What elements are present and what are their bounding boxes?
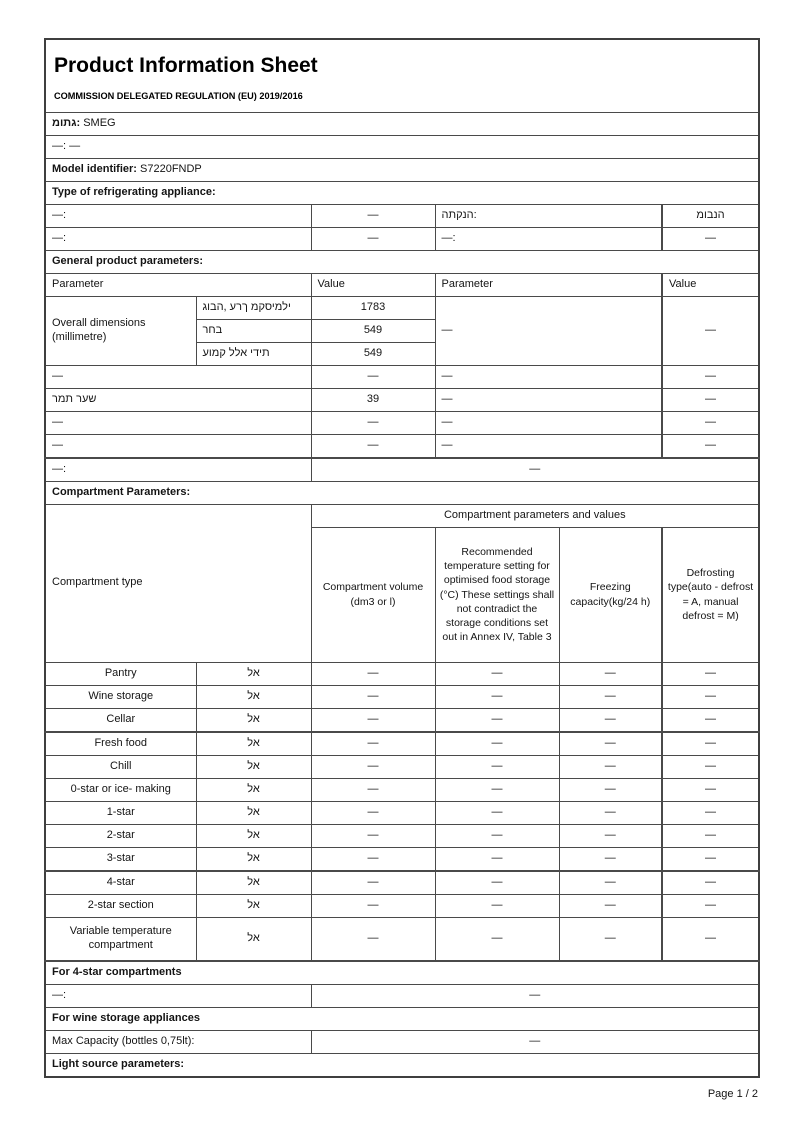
page-number: Page 1 / 2 <box>707 1087 758 1100</box>
present-cell: לא <box>196 917 311 961</box>
wine-section-row <box>45 1007 759 1030</box>
defrost-cell: — <box>662 685 759 708</box>
dimensions-label: Overall dimensions (millimetre) <box>45 296 196 365</box>
dimension-name-cell: עומק ללא ידית <box>196 342 311 365</box>
param-cell: — <box>435 434 662 458</box>
temp-cell: — <box>435 917 559 961</box>
volume-cell: — <box>311 801 435 824</box>
brand-value: SMEG <box>80 116 116 129</box>
volume-cell: — <box>311 847 435 871</box>
compartment-type-cell: 3-star <box>45 847 196 871</box>
type-section-title: Type of refrigerating appliance: <box>45 181 759 204</box>
type-row <box>45 204 759 227</box>
product-info-table <box>44 38 760 1078</box>
param-cell: — <box>45 434 311 458</box>
volume-cell: — <box>311 894 435 917</box>
defrost-cell: — <box>662 847 759 871</box>
column-header: Value <box>662 273 759 296</box>
type-section-row <box>45 181 759 204</box>
compartment-type-cell: Cellar <box>45 708 196 732</box>
temp-cell: — <box>435 755 559 778</box>
param-cell: — <box>435 296 662 365</box>
compartment-row <box>45 732 759 756</box>
volume-cell: — <box>311 778 435 801</box>
compartment-group-header-row <box>45 504 759 527</box>
general-row <box>45 411 759 434</box>
wine-section-title: For wine storage appliances <box>45 1007 759 1030</box>
present-cell: לא <box>196 824 311 847</box>
dimension-name-cell: גובה, ערך מקסימלי <box>196 296 311 319</box>
present-cell: לא <box>196 685 311 708</box>
defrost-cell: — <box>662 732 759 756</box>
volume-cell: — <box>311 871 435 895</box>
general-section-title: General product parameters: <box>45 250 759 273</box>
compartment-section-row <box>45 481 759 504</box>
brand-row <box>45 112 759 135</box>
light-section-title: Light source parameters: <box>45 1053 759 1077</box>
temp-cell: — <box>435 847 559 871</box>
defrost-cell: — <box>662 894 759 917</box>
compartment-row <box>45 824 759 847</box>
present-cell: לא <box>196 894 311 917</box>
column-header: Parameter <box>45 273 311 296</box>
column-header: Value <box>311 273 435 296</box>
dimension-value-cell: 549 <box>311 342 435 365</box>
value-cell: — <box>662 411 759 434</box>
temp-cell: — <box>435 662 559 685</box>
four-star-section-row <box>45 961 759 985</box>
volume-cell: — <box>311 755 435 778</box>
general-section-row <box>45 250 759 273</box>
four-star-section-title: For 4-star compartments <box>45 961 759 985</box>
temp-cell: — <box>435 801 559 824</box>
type-label-cell: —: <box>45 227 311 250</box>
dimension-value-cell: 549 <box>311 319 435 342</box>
value-cell: — <box>662 388 759 411</box>
defrost-cell: — <box>662 801 759 824</box>
value-cell: — <box>311 458 759 482</box>
value-cell: — <box>311 434 435 458</box>
wine-row <box>45 1030 759 1053</box>
param-cell: — <box>45 411 311 434</box>
freezing-cell: — <box>559 871 662 895</box>
compartment-type-cell: 1-star <box>45 801 196 824</box>
temp-cell: — <box>435 894 559 917</box>
freezing-cell: — <box>559 662 662 685</box>
general-row <box>45 365 759 388</box>
general-row <box>45 434 759 458</box>
compartment-row <box>45 662 759 685</box>
temp-cell: — <box>435 778 559 801</box>
column-header-temperature: Recommended temperature setting for optimised food storage (°C) These settings shall not contradict the storage conditions set out in Annex IV, Table 3 <box>435 527 559 662</box>
general-row <box>45 388 759 411</box>
defrost-cell: — <box>662 917 759 961</box>
freezing-cell: — <box>559 917 662 961</box>
volume-cell: — <box>311 708 435 732</box>
param-cell: — <box>435 365 662 388</box>
type-label-cell: —: <box>45 204 311 227</box>
compartment-row <box>45 778 759 801</box>
param-cell: רמת רעש <box>45 388 311 411</box>
general-summary-row <box>45 458 759 482</box>
value-cell: — <box>662 296 759 365</box>
value-cell: — <box>662 365 759 388</box>
defrost-cell: — <box>662 755 759 778</box>
temp-cell: — <box>435 732 559 756</box>
column-header-defrosting: Defrosting type(auto - defrost = A, manual defrost = M) <box>662 527 759 662</box>
compartment-type-cell: Chill <box>45 755 196 778</box>
temp-cell: — <box>435 685 559 708</box>
defrost-cell: — <box>662 778 759 801</box>
compartment-row <box>45 847 759 871</box>
freezing-cell: — <box>559 894 662 917</box>
type-value-cell: — <box>311 227 435 250</box>
present-cell: לא <box>196 755 311 778</box>
volume-cell: — <box>311 824 435 847</box>
compartment-row <box>45 801 759 824</box>
type-value-cell: — <box>311 204 435 227</box>
value-cell: — <box>311 365 435 388</box>
param-cell: — <box>45 365 311 388</box>
general-header-row <box>45 273 759 296</box>
temp-cell: — <box>435 871 559 895</box>
present-cell: לא <box>196 778 311 801</box>
compartment-type-cell: 2-star <box>45 824 196 847</box>
model-row <box>45 158 759 181</box>
present-cell: לא <box>196 801 311 824</box>
value-cell: — <box>311 1030 759 1053</box>
freezing-cell: — <box>559 778 662 801</box>
model-label: Model identifier: <box>52 162 137 175</box>
column-header-freezing: Freezing capacity(kg/24 h) <box>559 527 662 662</box>
four-star-row <box>45 984 759 1007</box>
placeholder-cell: —: — <box>45 135 759 158</box>
temp-cell: — <box>435 824 559 847</box>
compartment-row <box>45 755 759 778</box>
compartment-type-cell: Wine storage <box>45 685 196 708</box>
param-cell: Max Capacity (bottles 0,75lt): <box>45 1030 311 1053</box>
volume-cell: — <box>311 662 435 685</box>
column-header-volume: Compartment volume (dm3 or l) <box>311 527 435 662</box>
dimensions-row <box>45 296 759 319</box>
compartment-row <box>45 871 759 895</box>
volume-cell: — <box>311 917 435 961</box>
freezing-cell: — <box>559 732 662 756</box>
temp-cell: — <box>435 708 559 732</box>
defrost-cell: — <box>662 708 759 732</box>
param-cell: —: <box>45 984 311 1007</box>
value-cell: — <box>311 411 435 434</box>
regulation-subtitle: COMMISSION DELEGATED REGULATION (EU) 2019/2016 <box>54 91 303 102</box>
light-section-row <box>45 1053 759 1077</box>
compartment-row <box>45 708 759 732</box>
compartment-row <box>45 685 759 708</box>
compartment-row <box>45 917 759 961</box>
compartment-type-cell: 2-star section <box>45 894 196 917</box>
value-cell: — <box>311 984 759 1007</box>
present-cell: לא <box>196 847 311 871</box>
dimension-name-cell: רחב <box>196 319 311 342</box>
placeholder-row <box>45 135 759 158</box>
brand-label: מותג: <box>52 116 81 129</box>
freezing-cell: — <box>559 847 662 871</box>
volume-cell: — <box>311 685 435 708</box>
compartment-section-title: Compartment Parameters: <box>45 481 759 504</box>
present-cell: לא <box>196 708 311 732</box>
freezing-cell: — <box>559 708 662 732</box>
present-cell: לא <box>196 732 311 756</box>
present-cell: לא <box>196 662 311 685</box>
volume-cell: — <box>311 732 435 756</box>
model-value: S7220FNDP <box>136 162 202 175</box>
value-cell: — <box>662 434 759 458</box>
column-header: Parameter <box>435 273 662 296</box>
type-label-cell: —: <box>435 227 662 250</box>
type-value-cell: — <box>662 227 759 250</box>
title-row <box>45 39 759 112</box>
param-cell: — <box>435 388 662 411</box>
compartment-type-cell: 4-star <box>45 871 196 895</box>
page-title: Product Information Sheet <box>54 54 318 77</box>
present-cell: לא <box>196 871 311 895</box>
dimension-value-cell: 1783 <box>311 296 435 319</box>
freezing-cell: — <box>559 801 662 824</box>
defrost-cell: — <box>662 871 759 895</box>
freezing-cell: — <box>559 824 662 847</box>
compartment-type-header: Compartment type <box>45 504 311 662</box>
value-cell: 39 <box>311 388 435 411</box>
compartment-type-cell: Fresh food <box>45 732 196 756</box>
type-row <box>45 227 759 250</box>
compartment-type-cell: 0-star or ice- making <box>45 778 196 801</box>
compartment-type-cell: Variable temperature compartment <box>45 917 196 961</box>
defrost-cell: — <box>662 824 759 847</box>
defrost-cell: — <box>662 662 759 685</box>
type-value-cell: מובנה <box>662 204 759 227</box>
compartment-row <box>45 894 759 917</box>
compartment-group-header: Compartment parameters and values <box>311 504 759 527</box>
freezing-cell: — <box>559 685 662 708</box>
compartment-type-cell: Pantry <box>45 662 196 685</box>
type-label-cell: התקנה: <box>435 204 662 227</box>
freezing-cell: — <box>559 755 662 778</box>
param-cell: — <box>435 411 662 434</box>
param-cell: —: <box>45 458 311 482</box>
